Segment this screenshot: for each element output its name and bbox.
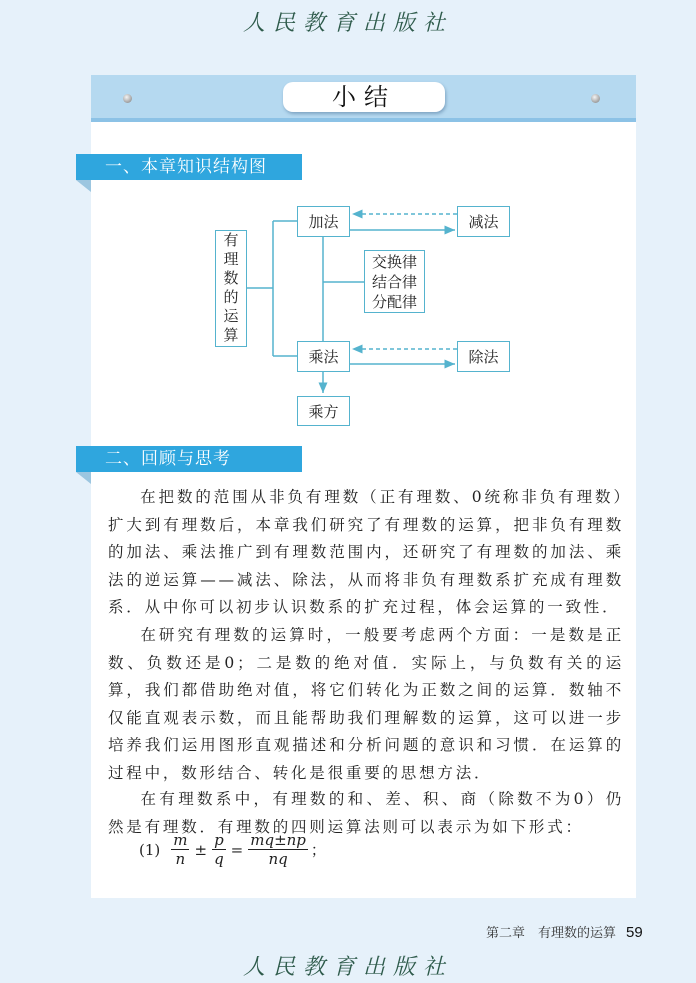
section-header-review: 二、回顾与思考 xyxy=(76,446,302,472)
node-rational-operations: 有理数的运算 xyxy=(215,230,247,347)
paragraph-1: 在把数的范围从非负有理数（正有理数、0统称非负有理数）扩大到有理数后，本章我们研究了有理数的运算，把非负有理数的加法、乘法推广到有理数范围内，还研究了有理数的加法、乘法的逆运算——减法、除法，从而将非负有理数系扩充成有理数系．从中你可以初步认识数系的扩充过程，体会运算的一致性． xyxy=(108,488,624,616)
fraction: $\frac{mq\pm np}{nq}$ xyxy=(250,831,306,868)
fraction: $\frac{m}{n}$ xyxy=(173,831,188,868)
node-addition: 加法 xyxy=(297,206,350,237)
page-number: 59 xyxy=(626,924,643,941)
summary-card xyxy=(91,75,636,898)
publisher-logo-bottom: 人民教育出版社 xyxy=(242,955,453,980)
paragraph-3: 在有理数系中，有理数的和、差、积、商（除数不为0）仍然是有理数．有理数的四则运算法则可以表示为如下形式： xyxy=(108,790,624,836)
paragraph-2: 在研究有理数的运算时，一般要考虑两个方面：一是数是正数、负数还是0；二是数的绝对值．实际上，与负数有关的运算，我们都借助绝对值，将它们转化为正数之间的运算．数轴不仅能直观表示数，而且能帮助我们理解数的运算，这可以进一步培养我们运用图形直观描述和分析问题的意识和习惯．在运算的过程中，数形结合、转化是很重要的思想方法． xyxy=(108,626,624,782)
chapter-label: 第二章 有理数的运算 xyxy=(486,926,617,941)
page-title: 小结 xyxy=(283,82,445,112)
node-laws: 交换律 结合律 分配律 xyxy=(364,250,425,313)
node-subtraction: 减法 xyxy=(457,206,510,237)
node-multiplication: 乘法 xyxy=(297,341,350,372)
formula-add-subtract: (1) $\frac{m}{n}$ ± $\frac{p}{q}$ = $\frac{mq\pm np}{nq}$ ； xyxy=(139,831,326,868)
fraction: $\frac{p}{q}$ xyxy=(214,831,224,868)
node-power: 乘方 xyxy=(297,396,350,426)
page-footer xyxy=(486,922,643,941)
section-header-structure: 一、本章知识结构图 xyxy=(76,154,302,180)
node-division: 除法 xyxy=(457,341,510,372)
publisher-logo-top: 人民教育出版社 xyxy=(242,11,453,36)
